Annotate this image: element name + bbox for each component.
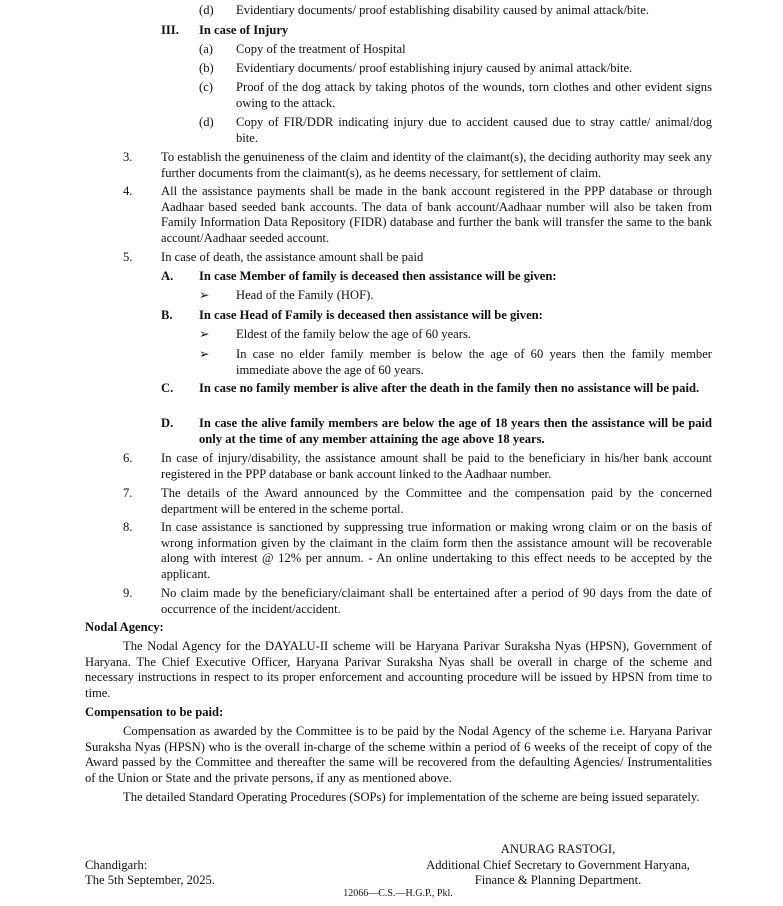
death-case-c-marker: C.	[161, 381, 174, 395]
injury-item-d-marker: (d)	[199, 115, 214, 129]
death-case-b-bullet-1: Eldest of the family below the age of 60 years.	[236, 327, 472, 341]
bullet-arrow-icon: ➢	[199, 347, 210, 361]
para-5-number: 5.	[123, 250, 133, 264]
disability-item-d-text: Evidentiary documents/ proof establishing disability caused by animal attack/bite.	[236, 3, 650, 17]
disability-item-d	[199, 3, 214, 19]
injury-marker: III.	[161, 23, 179, 37]
nodal-agency-text: The Nodal Agency for the DAYALU-II scheme will be Haryana Parivar Suraksha Nyas (HPSN), Government of Haryana. The Chief Executive Officer, Haryana Parivar Suraksha Nyas shall be overall in charge of the scheme and necessary instructions in respect to its proper enforcement and accounting procedure will be issued by HPSN from time to time.	[85, 639, 712, 700]
para-7-text: The details of the Award announced by the Committee and the compensation paid by the concerned department will be entered in the scheme portal.	[161, 486, 712, 516]
death-case-a-heading: In case Member of family is deceased then assistance will be given:	[199, 269, 557, 283]
injury-item-a-marker: (a)	[199, 42, 213, 56]
bullet-arrow-icon: ➢	[199, 288, 210, 302]
para-3-text: To establish the genuineness of the claim and identity of the claimant(s), the deciding authority may seek any further documents from the claimant(s), as he deems necessary, for settlement of claim.	[161, 150, 712, 180]
compensation-text: Compensation as awarded by the Committee is to be paid by the Nodal Agency of the scheme i.e. Haryana Parivar Suraksha Nyas (HPSN) who is the overall in-charge of the scheme within a period of 6 weeks of the receipt of copy of the Award passed by the Committee and thereafter the same will be recovered from the defaulting Agencies/ Instrumentalities of the Union or State and the private persons, if any as mentioned above.	[85, 724, 712, 785]
injury-item-a-text: Copy of the treatment of Hospital	[236, 42, 406, 56]
injury-item-c-text: Proof of the dog attack by taking photos of the wounds, torn clothes and other evident signs owing to the attack.	[236, 80, 712, 110]
para-8-text: In case assistance is sanctioned by suppressing true information or making wrong claim or on the basis of wrong information given by the claimant in the claim form then the assistance amount will be recoverable along with interest @ 12% per annum. - An online undertaking to this effect needs to be accepted by the applicant.	[161, 520, 712, 581]
item-marker: (d)	[199, 3, 214, 17]
nodal-agency-heading: Nodal Agency:	[85, 620, 164, 634]
para-8-number: 8.	[123, 520, 133, 534]
death-case-a-marker: A.	[161, 269, 174, 283]
death-case-c-heading: In case no family member is alive after the death in the family then no assistance will be paid.	[199, 381, 700, 395]
para-4-text: All the assistance payments shall be made in the bank account registered in the PPP database or through Aadhaar based seeded bank accounts. The data of bank account/Aadhaar number will also be taken from Family Information Data Repository (FIDR) database and further the bank will transfer the same to the bank account/Aadhaar seeded account.	[161, 184, 712, 245]
injury-item-b-text: Evidentiary documents/ proof establishing injury caused by animal attack/bite.	[236, 61, 633, 75]
death-case-b-bullet-2: In case no elder family member is below the age of 60 years then the family member immediate above the age of 60 years.	[236, 347, 712, 377]
death-case-b-marker: B.	[161, 308, 173, 322]
para-7-number: 7.	[123, 486, 133, 500]
issue-date: The 5th September, 2025.	[85, 873, 215, 887]
para-4-number: 4.	[123, 184, 133, 198]
death-case-d-heading: In case the alive family members are below the age of 18 years then the assistance will be paid only at the time of any member attaining the age above 18 years.	[199, 416, 712, 446]
signatory-designation: Additional Chief Secretary to Government Haryana,	[426, 858, 690, 872]
para-3-number: 3.	[123, 150, 133, 164]
injury-item-d-text: Copy of FIR/DDR indicating injury due to accident caused due to stray cattle/ animal/dog bite.	[236, 115, 712, 145]
signatory-department: Finance & Planning Department.	[474, 873, 642, 887]
printer-code: 12066—C.S.—H.G.P., Pkl.	[343, 888, 453, 899]
death-case-b-heading: In case Head of Family is deceased then assistance will be given:	[199, 308, 543, 322]
para-5-text: In case of death, the assistance amount shall be paid	[161, 250, 424, 264]
para-9-text: No claim made by the beneficiary/claimant shall be entertained after a period of 90 days from the date of occurrence of the incident/accident.	[161, 586, 712, 616]
injury-item-c-marker: (c)	[199, 80, 213, 94]
death-case-d-marker: D.	[161, 416, 174, 430]
compensation-heading: Compensation to be paid:	[85, 705, 224, 719]
injury-heading: In case of Injury	[199, 23, 289, 37]
death-case-a-bullet-1: Head of the Family (HOF).	[236, 288, 374, 302]
sop-text: The detailed Standard Operating Procedures (SOPs) for implementation of the scheme are being issued separately.	[123, 790, 700, 804]
para-6-text: In case of injury/disability, the assistance amount shall be paid to the beneficiary in his/her bank account registered in the PPP database or bank account linked to the Aadhaar number.	[161, 451, 712, 481]
place: Chandigarh:	[85, 858, 148, 872]
bullet-arrow-icon: ➢	[199, 327, 210, 341]
injury-item-b-marker: (b)	[199, 61, 214, 75]
signatory-name: ANURAG RASTOGI,	[500, 842, 616, 856]
para-6-number: 6.	[123, 451, 133, 465]
para-9-number: 9.	[123, 586, 133, 600]
